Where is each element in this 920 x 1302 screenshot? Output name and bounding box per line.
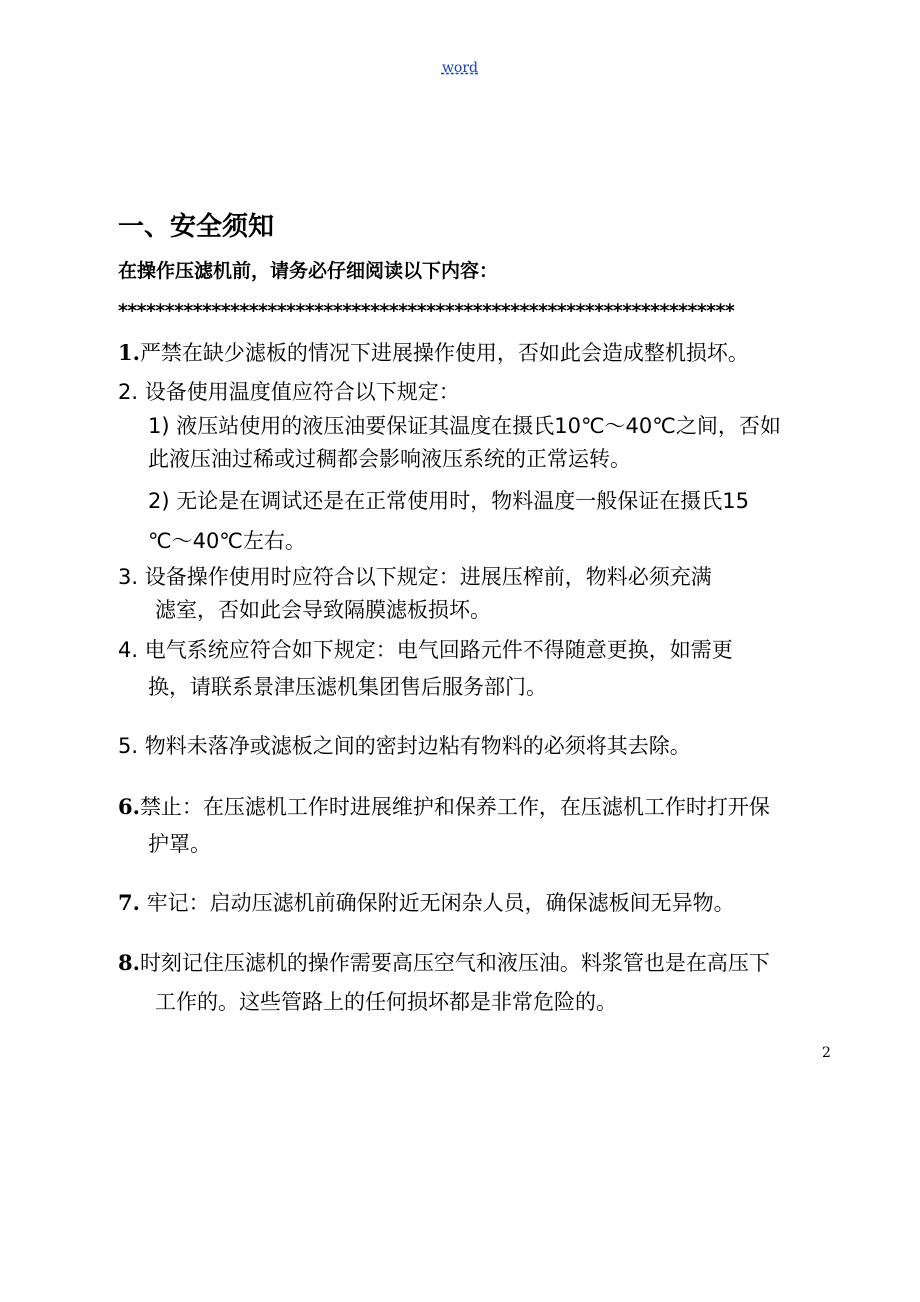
- list-item-3: [118, 562, 712, 592]
- list-item-2: [118, 377, 460, 407]
- list-item-4: [118, 635, 733, 665]
- list-subitem-2a-line2: 此液压油过稀或过稠都会影响液压系统的正常运转。: [148, 447, 631, 471]
- item-text: 禁止：在压滤机工作时进展维护和保养工作，在压滤机工作时打开保: [139, 795, 770, 819]
- list-item-1: [118, 338, 749, 368]
- list-item-3-line2: 滤室，否如此会导致隔膜滤板损坏。: [155, 598, 491, 622]
- page-number: 2: [822, 1045, 831, 1061]
- item-number: 1.: [118, 340, 140, 365]
- item-number: 7.: [118, 890, 140, 915]
- list-subitem-2b-line2: ℃～40℃左右。: [148, 529, 306, 553]
- item-text: 牢记：启动压滤机前确保附近无闲杂人员，确保滤板间无异物。: [139, 891, 735, 915]
- section-title: 一、安全须知: [118, 212, 275, 242]
- item-number: 5.: [118, 734, 139, 758]
- item-number: 6.: [118, 794, 140, 819]
- item-text: 物料未落净或滤板之间的密封边粘有物料的必须将其去除。: [138, 734, 691, 758]
- list-item-8: [118, 948, 770, 978]
- list-subitem-2a-line1: 1) 液压站使用的液压油要保证其温度在摄氏10℃～40℃之间，否如: [148, 414, 781, 438]
- separator-stars: ******************************************************************: [118, 300, 735, 322]
- list-item-7: [118, 888, 735, 918]
- list-item-5: [118, 731, 691, 761]
- list-item-4-line2: 换，请联系景津压滤机集团售后服务部门。: [148, 675, 547, 699]
- item-number: 2.: [118, 380, 139, 404]
- item-text: 设备操作使用时应符合以下规定：进展压榨前，物料必须充满: [138, 565, 712, 589]
- item-text: 时刻记住压滤机的操作需要高压空气和液压油。料浆管也是在高压下: [139, 951, 770, 975]
- list-item-8-line2: 工作的。这些管路上的任何损坏都是非常危险的。: [155, 990, 617, 1014]
- item-number: 4.: [118, 638, 139, 662]
- item-text: 严禁在缺少滤板的情况下进展操作使用，否如此会造成整机损坏。: [139, 341, 749, 365]
- list-item-6-line2: 护罩。: [148, 832, 211, 856]
- item-number: 3.: [118, 565, 139, 589]
- list-item-6: [118, 792, 770, 822]
- item-text: 电气系统应符合如下规定：电气回路元件不得随意更换，如需更: [138, 638, 733, 662]
- item-number: 8.: [118, 950, 140, 975]
- item-text: 设备使用温度值应符合以下规定：: [138, 380, 460, 404]
- header-word-link[interactable]: word: [441, 60, 479, 76]
- list-subitem-2b-line1: 2) 无论是在调试还是在正常使用时，物料温度一般保证在摄氏15: [148, 489, 749, 513]
- section-subtitle: 在操作压滤机前，请务必仔细阅读以下内容：: [118, 260, 499, 282]
